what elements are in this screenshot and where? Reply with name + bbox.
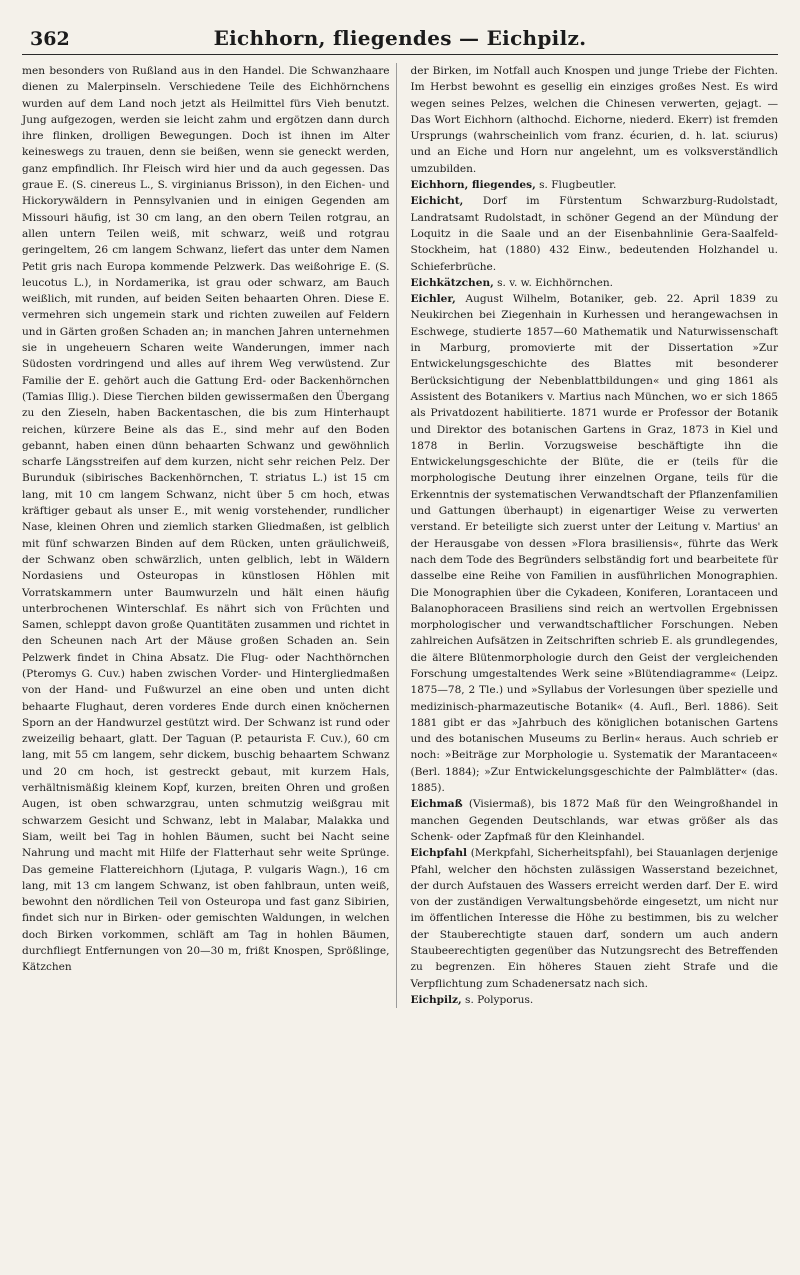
entry-eichler — [411, 291, 779, 796]
entry-text: (Visiermaß), bis 1872 Maß für den Weingroßhandel in manchen Gegenden Deutschlands, war etwas größer als das Schenk- oder Zapfmaß für den Kleinhandel. — [410, 798, 778, 843]
headword: Eichpilz, — [410, 993, 462, 1006]
page-number: 362 — [30, 28, 70, 50]
entry-continuation-left: men besonders von Rußland aus in den Handel. Die Schwanzhaare dienen zu Malerpinseln. Verschiedene Teile des Eichhörnchens wurden auf dem Land noch jetzt als Heilmittel fürs Vieh benutzt. Jung aufgezogen, werden sie leicht zahm und ergötzen dann durch ihre flinken, drolligen Bewegungen. Doch ist ihnen im Alter keineswegs zu trauen, denn sie beißen, wenn sie geneckt werden, ganz empfindlich. Ihr Fleisch wird hier und da auch gegessen. Das graue E. (S. cinereus L., S. virginianus Brisson), in den Eichen- und Hickorywäldern in Pennsylvanien und in einigen Gegenden am Missouri häufig, ist 30 cm lang, an den obern Teilen rotgrau, an allen untern Teilen weiß, mit schwarz, weiß und rotgrau geringeltem, 26 cm langem Schwanz, liefert das unter dem Namen Petit gris nach Europa kommende Pelzwerk. Das weißohrige E. (S. leucotus L.), in Nordamerika, ist grau oder schwarz, am Bauch weißlich, mit runden, auf beiden Seiten behaarten Ohren. Diese E. vermehren sich ungemein stark und richten zuweilen auf Feldern und in Gärten großen Schaden an; in manchen Jahren unternehmen sie in ungeheuern Scharen weite Wanderungen, immer nach Südosten vordringend und alles auf ihrem Weg verwüstend. Zur Familie der E. gehört auch die Gattung Erd- oder Backenhörnchen (Tamias Illig.). Diese Tierchen bilden gewissermaßen den Übergang zu den Zieseln, haben Backentaschen, die bis zum Hinterhaupt reichen, kürzere Beine als das E., sind mehr auf den Boden gebannt, haben einen dünn behaarten Schwanz und gewöhnlich scharfe Längsstreifen auf dem kurzen, nicht sehr reichen Pelz. Der Burunduk (sibirisches Backenhörnchen, T. striatus L.) ist 15 cm lang, mit 10 cm langem Schwanz, nicht über 5 cm hoch, etwas kräftiger gebaut als unser E., mit wenig vorstehender, rundlicher Nase, kleinen Ohren und ziemlich starken Gliedmaßen, ist gelblich mit fünf schwarzen Binden auf dem Rücken, unten gräulichweiß, der Schwanz oben schwärzlich, unten gelblich, lebt in Wäldern Nordasiens und Osteuropas in künstlosen Höhlen mit Vorratskammern unter Baumwurzeln und hält einen häufig unterbrochenen Winterschlaf. Es nährt sich von Früchten und Samen, schleppt davon große Quantitäten zusammen und richtet in den Scheunen nach Art der Mäuse großen Schaden an. Sein Pelzwerk findet in China Absatz. Die Flug- oder Nachthörnchen (Pteromys G. Cuv.) haben zwischen Vorder- und Hintergliedmaßen von der Hand- und Fußwurzel an eine oben und unten dicht behaarte Flughaut, deren vorderes Ende durch einen knöchernen Sporn an der Handwurzel gestützt wird. Der Schwanz ist rund oder zweizeilig behaart, glatt. Der Taguan (P. petaurista F. Cuv.), 60 cm lang, mit 55 cm langem, sehr dickem, buschig behaartem Schwanz und 20 cm hoch, ist gestreckt gebaut, mit kurzem Hals, verhältnismäßig kleinem Kopf, kurzen, breiten Ohren und großen Augen, ist oben schwarzgrau, unten schmutzig weißgrau mit schwarzem Gesicht und Schwanz, lebt in Malabar, Malakka und Siam, weilt bei Tag in hohlen Bäumen, sucht bei Nacht seine Nahrung und macht mit Hilfe der Flatterhaut sehr weite Sprünge. Das gemeine Flattereichhorn (Ljutaga, P. vulgaris Wagn.), 16 cm lang, mit 13 cm langem Schwanz, ist oben fahlbraun, unten weiß, bewohnt den nördlichen Teil von Osteuropa und fast ganz Sibirien, findet sich nur in Birken- oder gemischten Waldungen, in welchen doch Birken vorkommen, schläft am Tag in hohlen Bäumen, durchfliegt Entfernungen von 20—30 m, frißt Knospen, Sprößlinge, Kätzchen — [22, 65, 390, 974]
entry-text: Dorf im Fürstentum Schwarzburg-Rudolstadt, Landratsamt Rudolstadt, in schöner Gegend an der Mündung der Loquitz in die Saale und an der Eisenbahnlinie Gera-Saalfeld-Stockheim, hat (1880) 432 Einw., bedeutenden Holzhandel u. Schieferbrüche. — [410, 195, 778, 273]
running-title: Eichhorn, fliegendes — Eichpilz. — [213, 26, 587, 50]
entry-eichpilz — [411, 992, 779, 1008]
entry-text: s. Flugbeutler. — [535, 179, 617, 192]
headword: Eichpfahl — [410, 847, 468, 860]
entry-eichmass — [411, 796, 779, 845]
headword: Eichmaß — [410, 798, 463, 811]
right-column — [411, 63, 779, 1008]
entry-eichkaetzchen — [411, 275, 779, 291]
entry-text: s. v. w. Eichhörnchen. — [493, 276, 613, 289]
headword: Eichkätzchen, — [410, 276, 494, 289]
left-column — [22, 63, 397, 1008]
headword: Eichhorn, fliegendes, — [410, 179, 536, 192]
headword: Eichler, — [410, 293, 456, 306]
entry-continuation-right: der Birken, im Notfall auch Knospen und junge Triebe der Fichten. Im Herbst bewohnt es gesellig ein einziges großes Nest. Es wird wegen seines Pelzes, welchen die Chinesen verwerten, gejagt. — Das Wort Eichhorn (althochd. Eichorne, niederd. Ekerr) ist fremden Ursprungs (wahrscheinlich vom franz. écurien, d. h. lat. sciurus) und an Eiche und Horn nur angelehnt, um es volksverständlich umzubilden. — [410, 65, 778, 175]
entry-eichicht — [411, 193, 779, 274]
entry-text: s. Polyporus. — [461, 993, 534, 1006]
entry-eichhorn-fliegendes — [411, 177, 779, 193]
text-columns — [22, 63, 778, 1008]
headword: Eichicht, — [410, 195, 464, 208]
entry-text: August Wilhelm, Botaniker, geb. 22. April 1839 zu Neukirchen bei Ziegenhain in Kurhessen und herangewachsen in Eschwege, studierte 1857—60 Mathematik und Naturwissenschaft in Marburg, promovierte mit der Dissertation »Zur Entwickelungsgeschichte des Blattes mit besonderer Berücksichtigung der Nebenblattbildungen« und ging 1861 als Assistent des Botanikers v. Martius nach München, wo er sich 1865 als Privatdozent habilitierte. 1871 wurde er Professor der Botanik und Direktor des botanischen Gartens in Graz, 1873 in Kiel und 1878 in Berlin. Vorzugsweise beschäftigte ihn die Entwickelungsgeschichte der Blüte, die er (teils für die morphologische Deutung ihrer einzelnen Organe, teils für die Erkenntnis der systematischen Verwandtschaft der Pflanzenfamilien und Gattungen überhaupt) in eigenartiger Weise zu verwerten verstand. Er beteiligte sich zuerst unter der Leitung v. Martius' an der Herausgabe von dessen »Flora brasiliensis«, führte das Werk nach dem Tode des Begründers selbständig fort und bearbeitete für dasselbe eine Reihe von Familien in ausführlichen Monographien. Die Monographien über die Cykadeen, Koniferen, Lorantaceen und Balanophoraceen Brasiliens sind reich an wertvollen Ergebnissen morphologischer und verwandtschaftlicher Forschungen. Neben zahlreichen Aufsätzen in Zeitschriften schrieb E. als grundlegendes, die ältere Blütenmorphologie durch den Geist der vergleichenden Forschung umgestaltendes Werk seine »Blütendiagramme« (Leipz. 1875—78, 2 Tle.) und »Syllabus der Vorlesungen über spezielle und medizinisch-pharmazeutische Botanik« (4. Aufl., Berl. 1886). Seit 1881 gibt er das »Jahrbuch des königlichen botanischen Gartens und des botanischen Museums zu Berlin« heraus. Auch schrieb er noch: »Beiträge zur Morphologie u. Systematik der Marantaceen« (Berl. 1884); »Zur Entwickelungsgeschichte der Palmblätter« (das. 1885). — [410, 293, 778, 795]
entry-eichpfahl — [411, 845, 779, 992]
entry-text: (Merkpfahl, Sicherheitspfahl), bei Stauanlagen derjenige Pfahl, welcher den höchsten zulässigen Wasserstand bezeichnet, der durch Aufstauen des Wassers erreicht werden darf. Der E. wird von der zuständigen Verwaltungsbehörde eingesetzt, um nicht nur im öffentlichen Interesse die Höhe zu bestimmen, bis zu welcher der Stauberechtigte stauen darf, sondern um auch andern Staubeerechtigten gegenüber das Nutzungsrecht des Betreffenden zu begrenzen. Ein höheres Stauen zieht Strafe und die Verpflichtung zum Schadenersatz nach sich. — [410, 847, 778, 990]
page-header — [22, 8, 778, 55]
